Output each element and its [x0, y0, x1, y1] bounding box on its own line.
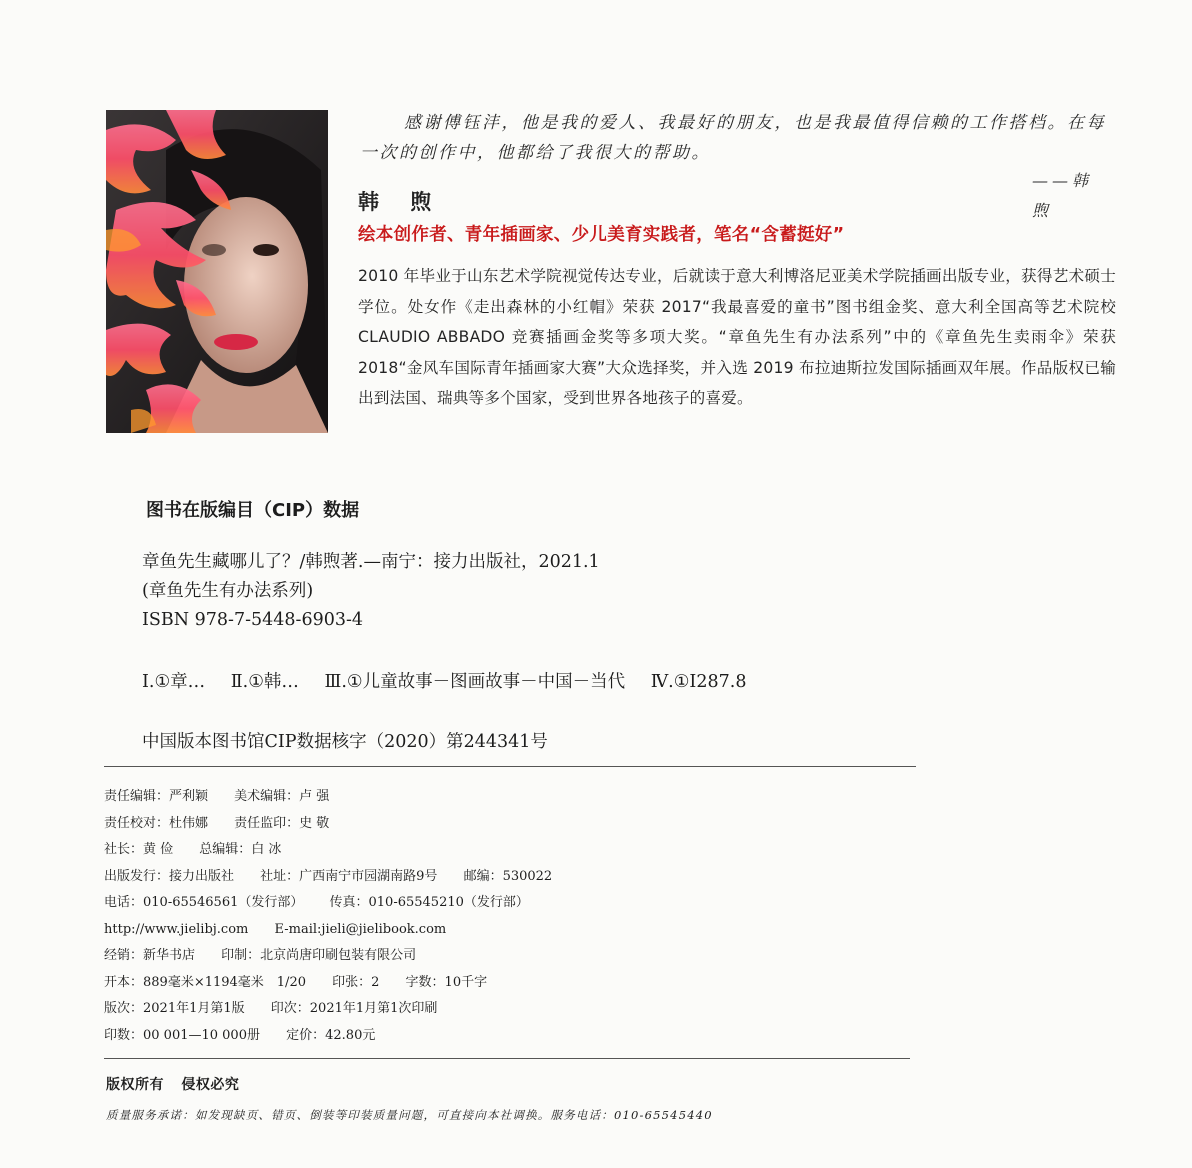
imprint-item: 经销：新华书店	[104, 948, 196, 963]
imprint-item: 美术编辑：卢 强	[234, 789, 330, 804]
divider	[104, 766, 916, 767]
imprint-item: 社址：广西南宁市园湖南路9号	[260, 868, 438, 884]
author-bio: 2010 年毕业于山东艺术学院视觉传达专业，后就读于意大利博洛尼亚美术学院插画出版专业，获得艺术硕士学位。处女作《走出森林的小红帽》荣获 2017“我最喜爱的童书”图书组金奖、意大利全国高等艺术院校 CLAUDIO ABBADO 竞赛插画金奖等多项大奖。“章鱼先生有办法系列”中的《章鱼先生卖雨伞》荣获 2018“金风车国际青年插画家大赛”大众选择奖，并入选 2019 布拉迪斯拉发国际插画双年展。作品版权已输出到法国、瑞典等多个国家，受到世界各地孩子的喜爱。	[358, 267, 1116, 407]
imprint-row	[104, 864, 574, 891]
imprint-email[interactable]: E-mail:jieli@jielibook.com	[274, 921, 447, 937]
imprint-row	[104, 1023, 574, 1050]
imprint-item: 社长：黄 俭	[104, 842, 174, 857]
classification-item: Ⅳ.①I287.8	[650, 672, 747, 692]
author-name: 韩 煦	[358, 189, 444, 214]
imprint-block	[104, 784, 574, 1049]
rights-reserved: 版权所有	[106, 1077, 164, 1093]
imprint-item: 出版发行：接力出版社	[104, 868, 235, 884]
cip-isbn-line: ISBN 978-7-5448-6903-4	[142, 610, 364, 630]
imprint-item: 总编辑：白 冰	[199, 842, 282, 857]
imprint-item: 印次：2021年1月第1次印刷	[270, 1001, 438, 1016]
imprint-row	[104, 943, 574, 970]
rights-notice	[106, 1074, 251, 1094]
acknowledgement-text: 感谢傅钰沣，他是我的爱人、我最好的朋友，也是我最值得信赖的工作搭档。在每一次的创作中，他都给了我很大的帮助。	[360, 113, 1106, 163]
divider	[104, 1058, 910, 1059]
imprint-item: 版次：2021年1月第1版	[104, 1001, 245, 1016]
imprint-row	[104, 970, 574, 997]
imprint-row	[104, 917, 574, 944]
cip-title-line: 章鱼先生藏哪儿了？/韩煦著.—南宁：接力出版社，2021.1	[142, 552, 600, 572]
imprint-item: 印数：00 001—10 000册	[104, 1027, 260, 1043]
classification-item: Ⅱ.①韩…	[230, 672, 299, 692]
imprint-item: 责任监印：史 敬	[234, 815, 330, 831]
imprint-item: 邮编：530022	[463, 868, 553, 884]
imprint-row	[104, 784, 574, 811]
quality-note: 质量服务承诺：如发现缺页、错页、倒装等印装质量问题，可直接向本社调换。服务电话：010-65545440	[106, 1108, 713, 1122]
imprint-row	[104, 996, 574, 1023]
imprint-item: 印制：北京尚唐印刷包装有限公司	[221, 948, 417, 963]
cip-heading: 图书在版编目（CIP）数据	[146, 500, 360, 521]
cip-classification	[142, 668, 766, 693]
imprint-item: 印张：2	[332, 974, 380, 990]
imprint-website[interactable]: http://www.jielibj.com	[104, 921, 249, 937]
classification-item: Ⅰ.①章…	[142, 672, 206, 692]
cip-series-line: (章鱼先生有办法系列)	[142, 581, 314, 601]
acknowledgement	[360, 108, 1120, 220]
imprint-row	[104, 837, 574, 864]
imprint-item: 责任校对：杜伟娜	[104, 815, 209, 831]
rights-infringement: 侵权必究	[181, 1077, 240, 1093]
imprint-item: 定价：42.80元	[286, 1027, 376, 1043]
imprint-row	[104, 811, 574, 838]
portrait-photo-icon	[106, 110, 328, 433]
imprint-item: 传真：010-65545210（发行部）	[329, 895, 529, 910]
cip-record	[142, 548, 600, 635]
imprint-item: 开本：889毫米×1194毫米 1/20	[104, 974, 306, 990]
author-photo	[106, 110, 328, 433]
acknowledgement-signature: ——韩 煦	[1032, 171, 1093, 220]
classification-item: Ⅲ.①儿童故事－图画故事－中国－当代	[324, 672, 626, 692]
imprint-item: 电话：010-65546561（发行部）	[104, 895, 304, 910]
imprint-row	[104, 890, 574, 917]
cip-verify-number: 中国版本图书馆CIP数据核字（2020）第244341号	[142, 732, 548, 752]
author-role: 绘本创作者、青年插画家、少儿美育实践者，笔名“含蓄挺好”	[358, 225, 845, 245]
imprint-item: 字数：10千字	[405, 974, 488, 990]
imprint-item: 责任编辑：严利颖	[104, 789, 209, 804]
